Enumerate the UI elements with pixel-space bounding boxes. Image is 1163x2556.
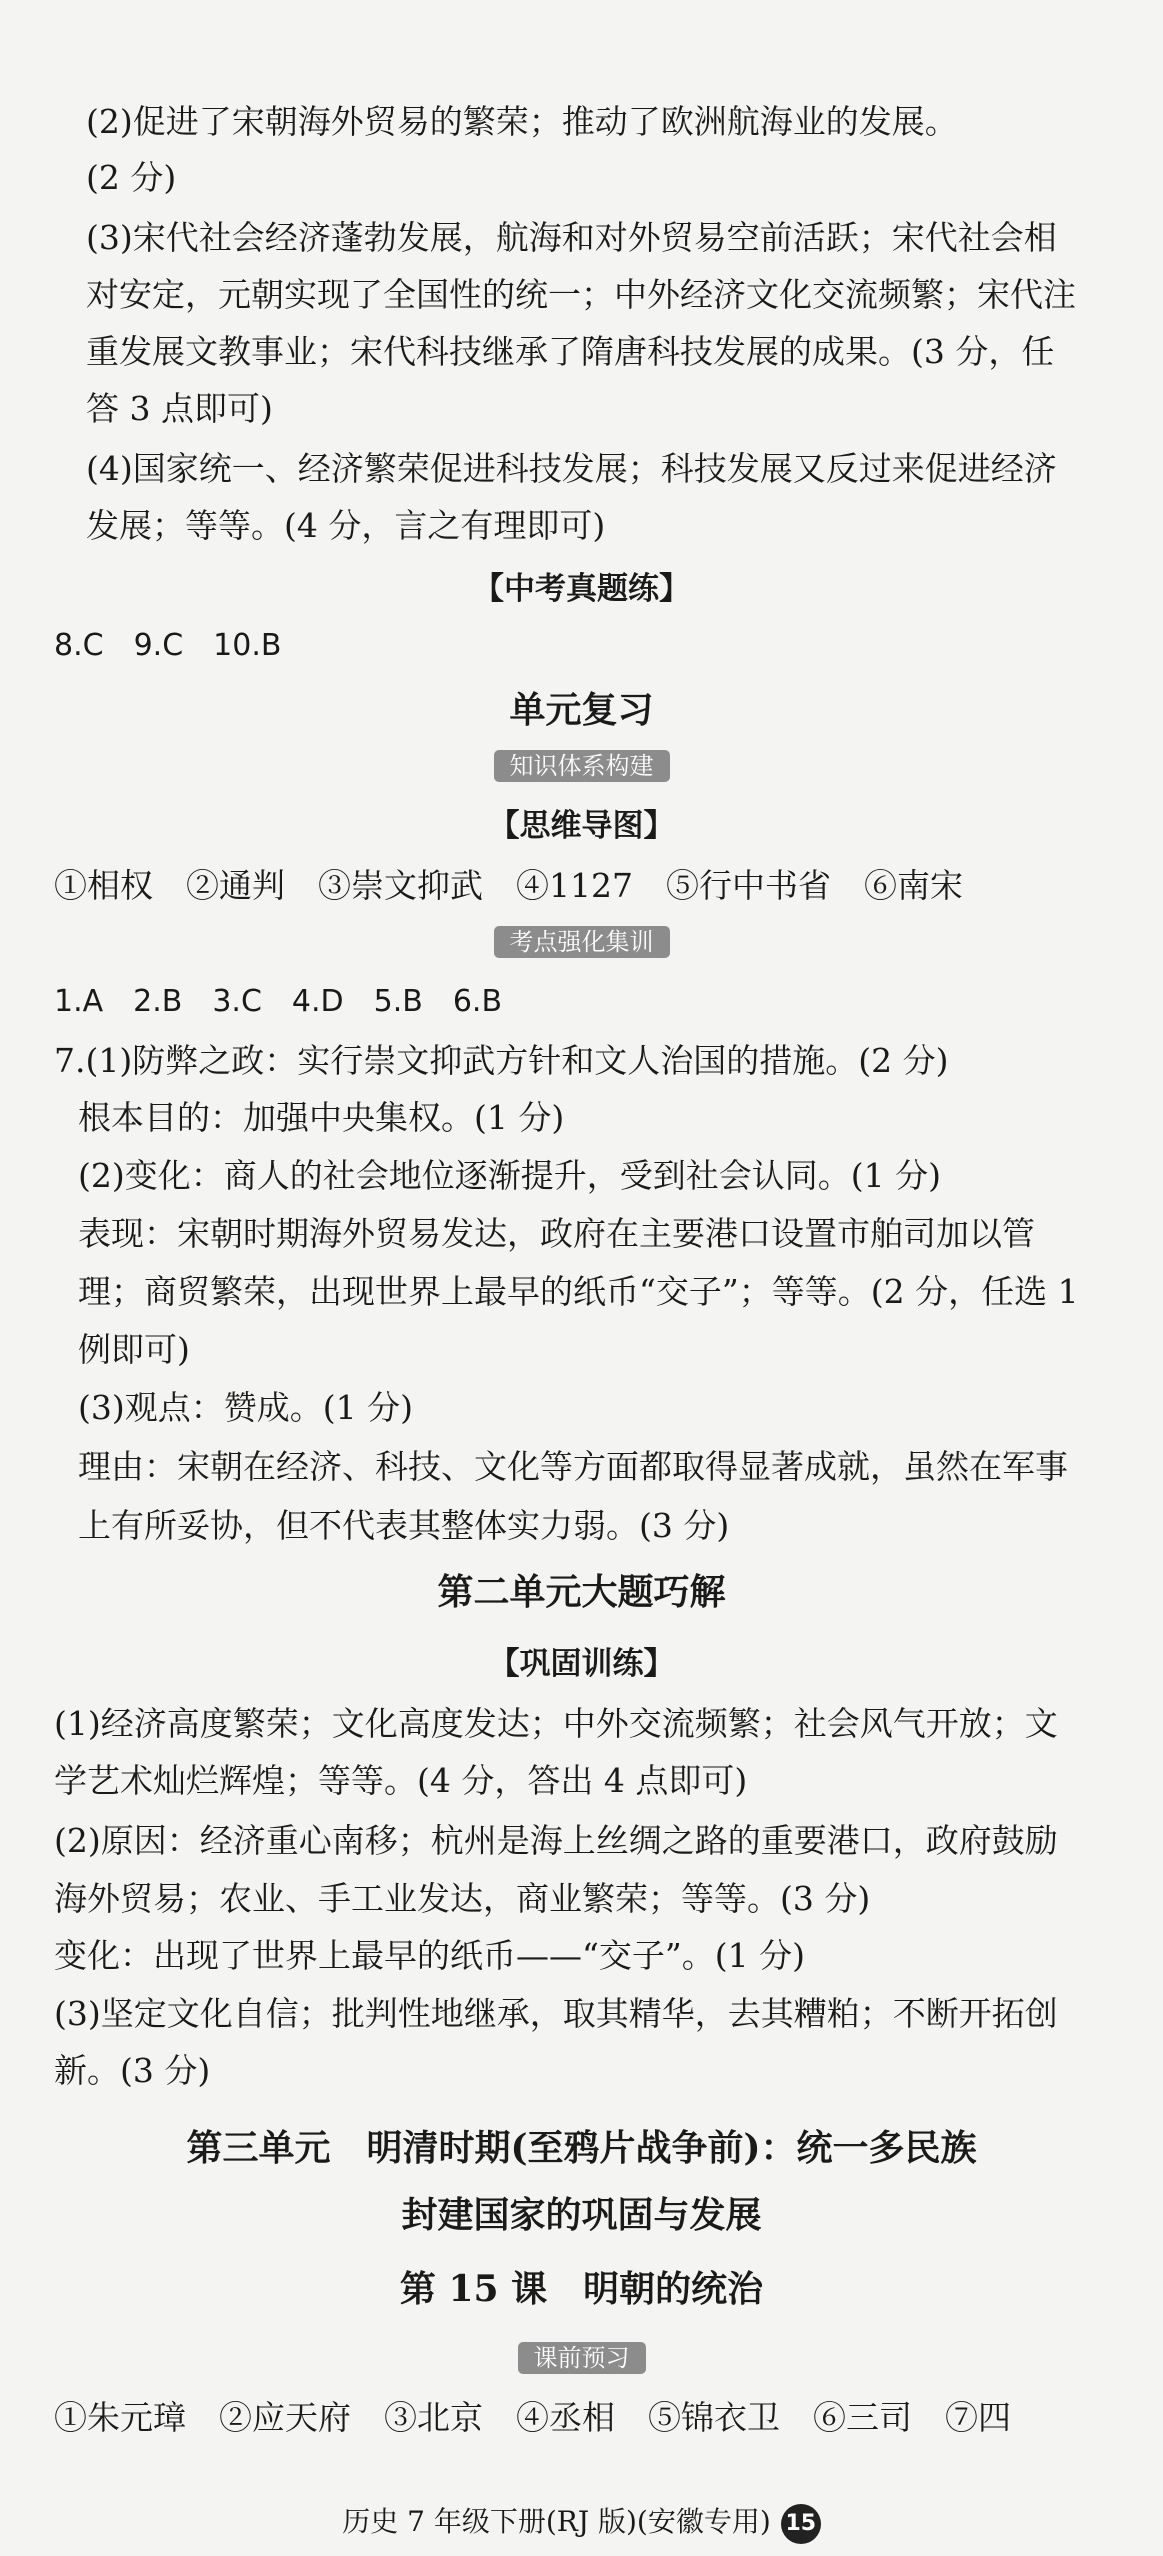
section-heading-mindmap: 【思维导图】 bbox=[488, 808, 675, 844]
page-footer bbox=[0, 2500, 1163, 2544]
answer-line: 海外贸易；农业、手工业发达，商业繁荣；等等。(3 分) bbox=[54, 1879, 871, 1918]
answer-line: (2)促进了宋朝海外贸易的繁荣；推动了欧洲航海业的发展。 bbox=[86, 102, 958, 141]
lesson-title: 第 15 课 明朝的统治 bbox=[399, 2268, 764, 2310]
page-number: 15 bbox=[781, 2504, 821, 2544]
choice-answers: 1.A 2.B 3.C 4.D 5.B 6.B bbox=[54, 984, 503, 1019]
footer-text: 历史 7 年级下册(RJ 版)(安徽专用) bbox=[342, 2505, 771, 2538]
section-badge: 考点强化集训 bbox=[494, 926, 670, 958]
answer-line: (3)观点：赞成。(1 分) bbox=[78, 1388, 413, 1427]
zhongkao-answers: 8.C 9.C 10.B bbox=[54, 628, 282, 663]
section-badge: 课前预习 bbox=[518, 2342, 646, 2374]
answer-line: 对安定，元朝实现了全国性的统一；中外经济文化交流频繁；宋代注 bbox=[86, 275, 1076, 314]
answer-line: 新。(3 分) bbox=[54, 2051, 211, 2090]
answer-line: (3)宋代社会经济蓬勃发展，航海和对外贸易空前活跃；宋代社会相 bbox=[86, 218, 1057, 257]
mindmap-answers: ①相权 ②通判 ③崇文抑武 ④1127 ⑤行中书省 ⑥南宋 bbox=[54, 866, 963, 905]
answer-line: 理；商贸繁荣，出现世界上最早的纸币“交子”；等等。(2 分，任选 1 bbox=[78, 1272, 1079, 1311]
unit3-title-line1: 第三单元 明清时期(至鸦片战争前)：统一多民族 bbox=[186, 2127, 977, 2169]
answer-line: 上有所妥协，但不代表其整体实力弱。(3 分) bbox=[78, 1506, 730, 1545]
section-badge: 知识体系构建 bbox=[494, 750, 670, 782]
answer-line: (4)国家统一、经济繁荣促进科技发展；科技发展又反过来促进经济 bbox=[86, 449, 1057, 488]
answer-line: (2)变化：商人的社会地位逐渐提升，受到社会认同。(1 分) bbox=[78, 1156, 941, 1195]
answer-line: (3)坚定文化自信；批判性地继承，取其精华，去其糟粕；不断开拓创 bbox=[54, 1994, 1058, 2033]
answer-line: 理由：宋朝在经济、科技、文化等方面都取得显著成就，虽然在军事 bbox=[78, 1447, 1068, 1486]
answer-line: 重发展文教事业；宋代科技继承了隋唐科技发展的成果。(3 分，任 bbox=[86, 332, 1055, 371]
answer-line: (2 分) bbox=[86, 158, 177, 197]
answer-line: 答 3 点即可) bbox=[86, 389, 273, 428]
answer-line: (2)原因：经济重心南移；杭州是海上丝绸之路的重要港口，政府鼓励 bbox=[54, 1821, 1058, 1860]
answer-line: 7.(1)防弊之政：实行崇文抑武方针和文人治国的措施。(2 分) bbox=[54, 1041, 949, 1080]
section-heading-zhongkao: 【中考真题练】 bbox=[473, 571, 690, 607]
answer-line: 变化：出现了世界上最早的纸币——“交子”。(1 分) bbox=[54, 1936, 805, 1975]
answer-line: 发展；等等。(4 分，言之有理即可) bbox=[86, 506, 606, 545]
answer-line: 例即可) bbox=[78, 1330, 190, 1369]
answer-line: 表现：宋朝时期海外贸易发达，政府在主要港口设置市舶司加以管 bbox=[78, 1214, 1035, 1253]
unit3-title-line2: 封建国家的巩固与发展 bbox=[401, 2194, 762, 2236]
answer-line: (1)经济高度繁荣；文化高度发达；中外交流频繁；社会风气开放；文 bbox=[54, 1704, 1058, 1743]
answer-line: 学艺术灿烂辉煌；等等。(4 分，答出 4 点即可) bbox=[54, 1761, 748, 1800]
answer-line: 根本目的：加强中央集权。(1 分) bbox=[78, 1098, 565, 1137]
unit2-title: 第二单元大题巧解 bbox=[437, 1571, 726, 1613]
unit-review-title: 单元复习 bbox=[509, 689, 654, 731]
section-heading-gonggu: 【巩固训练】 bbox=[488, 1646, 675, 1682]
preview-answers: ①朱元璋 ②应天府 ③北京 ④丞相 ⑤锦衣卫 ⑥三司 ⑦四 bbox=[54, 2398, 1011, 2437]
